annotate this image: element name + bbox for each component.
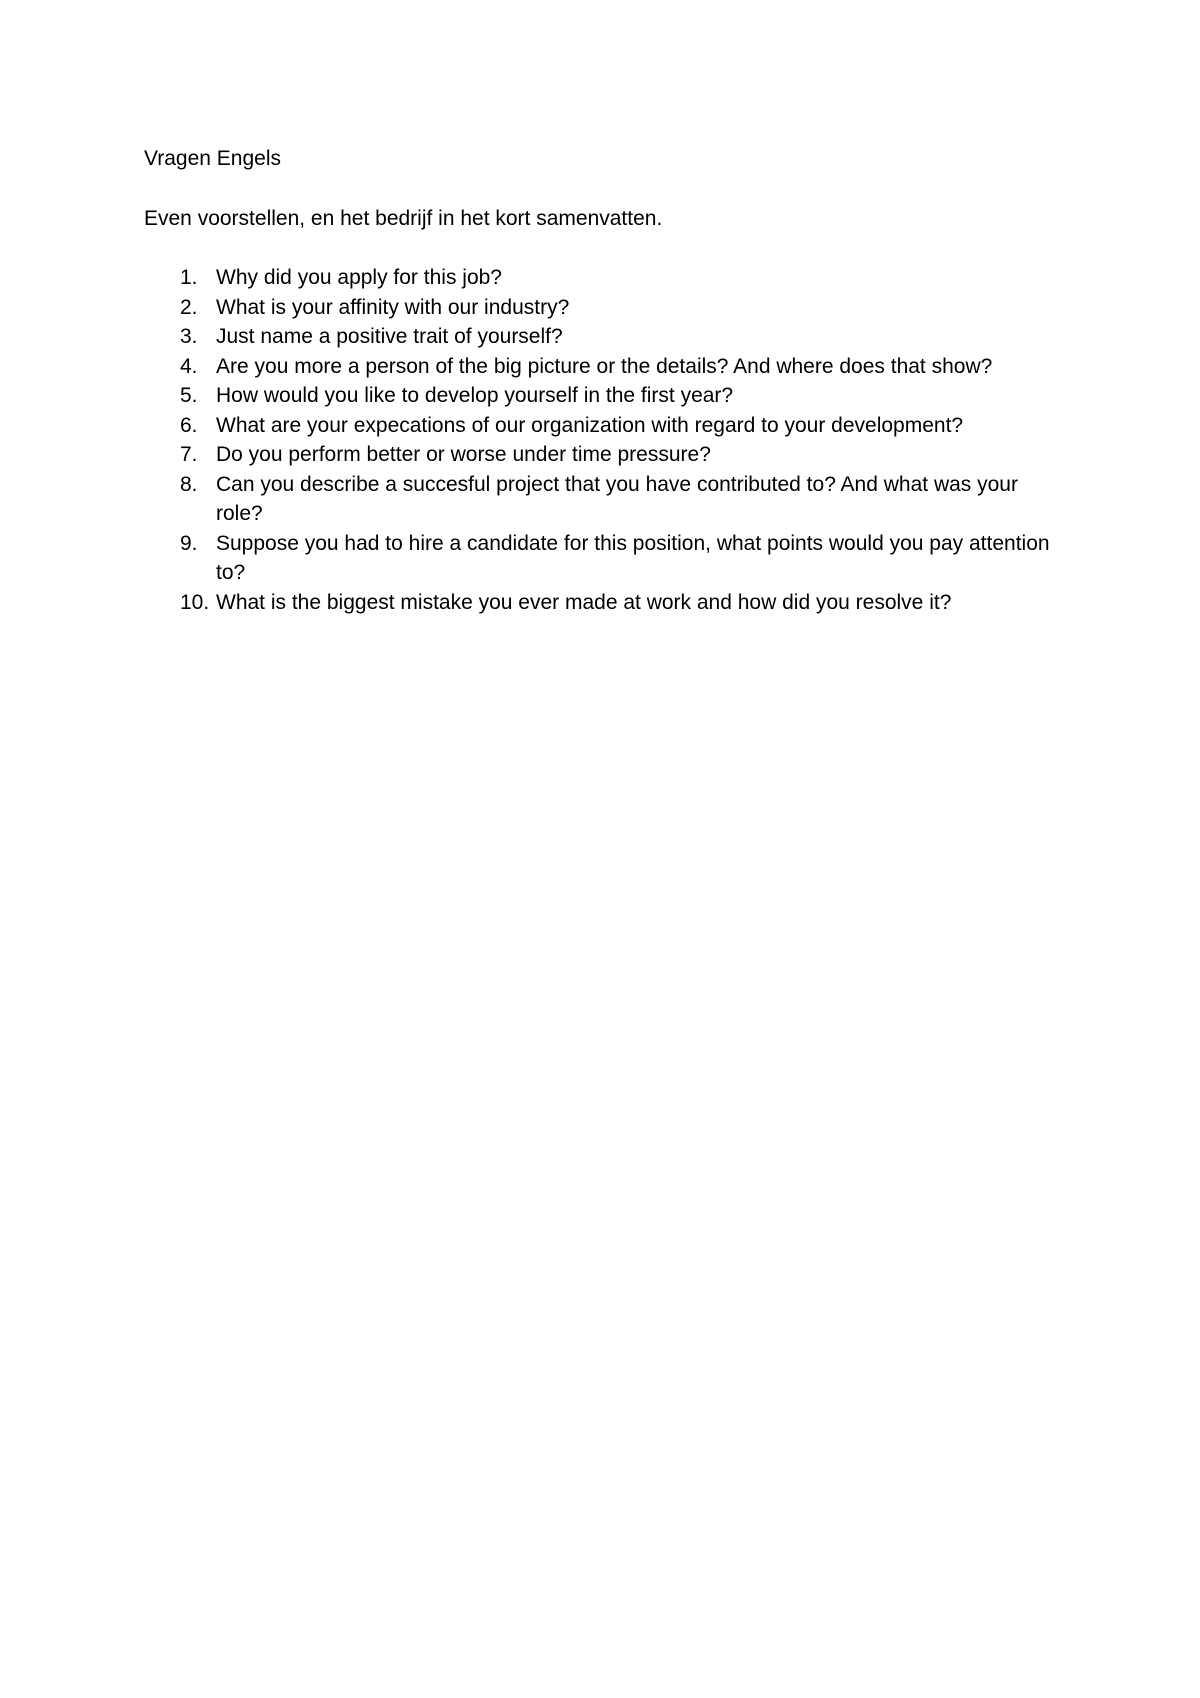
question-text: What are your expecations of our organization with regard to your development? [216, 413, 964, 437]
question-text: Can you describe a succesful project that you have contributed to? And what was your role? [216, 472, 1018, 525]
question-number: 1. [180, 266, 198, 289]
question-text: Do you perform better or worse under time pressure? [216, 443, 711, 466]
question-item [144, 529, 1056, 588]
question-text: Why did you apply for this job? [216, 266, 502, 289]
question-item [144, 588, 1056, 618]
document-content [144, 144, 1056, 617]
document-title: Vragen Engels [144, 147, 281, 170]
question-item [144, 322, 1056, 352]
question-number: 7. [180, 443, 198, 466]
question-text: Suppose you had to hire a candidate for this position, what points would you pay attention to? [216, 531, 1050, 584]
question-number: 5. [180, 384, 198, 407]
question-text: Are you more a person of the big picture or the details? And where does that show? [216, 354, 993, 378]
question-item [144, 411, 1056, 441]
question-item [144, 381, 1056, 411]
question-text: How would you like to develop yourself in the first year? [216, 384, 734, 407]
question-item [144, 440, 1056, 470]
question-text: What is your affinity with our industry? [216, 295, 570, 319]
question-item [144, 263, 1056, 293]
question-number: 9. [180, 531, 198, 555]
question-item [144, 470, 1056, 529]
question-list [144, 263, 1056, 617]
question-number: 3. [180, 325, 198, 348]
question-text: Just name a positive trait of yourself? [216, 325, 563, 348]
question-number: 6. [180, 413, 198, 437]
question-number: 10. [180, 590, 210, 614]
question-item [144, 352, 1056, 382]
question-number: 2. [180, 295, 198, 319]
question-item [144, 293, 1056, 323]
intro-paragraph: Even voorstellen, en het bedrijf in het kort samenvatten. [144, 206, 663, 230]
question-number: 8. [180, 472, 198, 496]
question-text: What is the biggest mistake you ever made at work and how did you resolve it? [216, 590, 952, 614]
question-number: 4. [180, 354, 198, 378]
